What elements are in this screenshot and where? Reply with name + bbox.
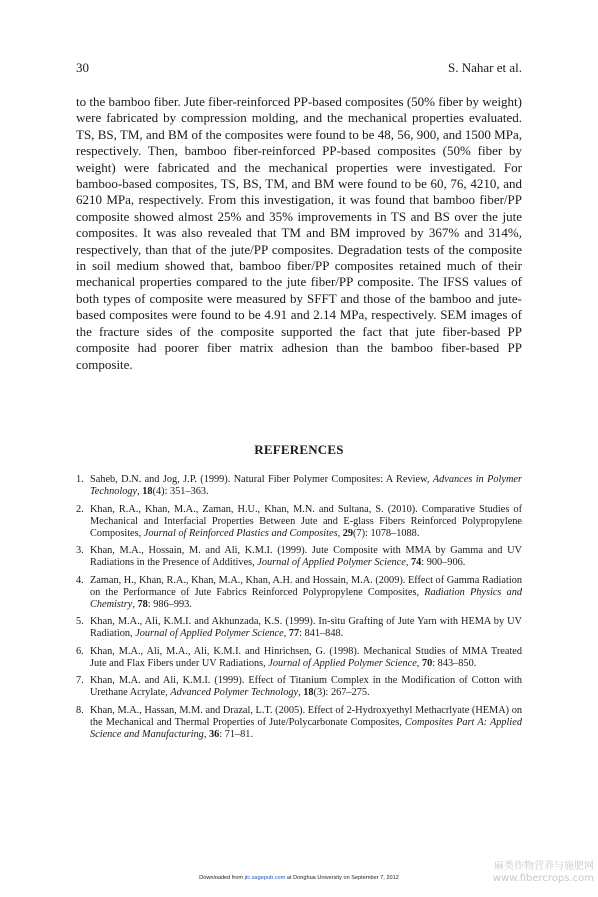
reference-number: 7. (76, 675, 84, 686)
reference-journal: Advances in Polymer Technology (90, 474, 522, 497)
reference-item (76, 575, 522, 611)
reference-volume: 18 (303, 687, 314, 698)
reference-authors: Saheb, D.N. and Jog, J.P. (1999). Natural Fiber Polymer Composites: A Review, (90, 474, 433, 485)
reference-volume: 70 (421, 657, 433, 669)
reference-journal: Journal of Applied Polymer Science (268, 657, 417, 669)
reference-number: 4. (76, 574, 84, 586)
reference-item (76, 646, 522, 670)
reference-item (76, 545, 522, 569)
footer-link[interactable]: jtc.sagepub.com (244, 875, 286, 881)
reference-separator: , (283, 628, 289, 639)
reference-journal: Journal of Applied Polymer Science (257, 557, 406, 568)
reference-item (76, 705, 522, 741)
reference-separator: , (132, 598, 138, 610)
reference-volume: 29 (342, 527, 354, 539)
reference-pages: : 841–848. (299, 628, 344, 639)
reference-item (76, 474, 522, 498)
page-number: 30 (76, 60, 89, 75)
reference-number: 1. (76, 474, 84, 485)
reference-volume: 18 (142, 486, 153, 497)
reference-journal: Journal of Reinforced Plastics and Composites (143, 527, 338, 539)
reference-journal: Radiation Physics and Chemistry (90, 586, 522, 610)
reference-separator: , (416, 657, 422, 669)
reference-volume: 74 (410, 557, 422, 568)
reference-pages: : 843–850. (432, 657, 477, 669)
reference-list (76, 474, 522, 746)
reference-pages: : 900–906. (421, 557, 466, 568)
reference-authors: Khan, M.A., Hossain, M. and Ali, K.M.I. (1999). Jute Composite with MMA by Gamma and UV Radiations in the Presence of Additives, (90, 545, 522, 568)
footer-prefix: Downloaded from (199, 875, 245, 881)
reference-authors: Zaman, H., Khan, R.A., Khan, M.A., Khan, A.H. and Hossain, M.A. (2009). Effect of Gamma Radiation on the Performance of Jute Fabrics Reinforced Polypropylene Composites, (90, 574, 522, 598)
reference-volume: 36 (208, 728, 220, 740)
reference-separator: , (203, 728, 209, 740)
reference-authors: Khan, M.A., Hassan, M.M. and Drazal, L.T. (2005). Effect of 2-Hydroxyethyl Methacrlyate (HEMA) on the Mechanical and Thermal Properties of Jute/Polycarbonate Composites, (90, 704, 522, 728)
watermark-url: www.fibercrops.com (492, 873, 594, 884)
reference-separator: , (298, 687, 304, 698)
reference-item (76, 675, 522, 699)
reference-pages: (3): 267–275. (313, 687, 370, 698)
running-header (76, 60, 522, 76)
reference-number: 2. (76, 503, 84, 515)
reference-pages: : 986–993. (147, 598, 192, 610)
reference-authors: Khan, M.A., Ali, M.A., Ali, K.M.I. and Hinrichsen, G. (1998). Mechanical Studies of MMA Treated Jute and Flax Fibers under UV Radiations, (90, 645, 522, 669)
reference-separator: , (337, 527, 343, 539)
watermark-title: 麻类作物营养与施肥网 (494, 861, 594, 872)
reference-separator: , (405, 557, 411, 568)
references-heading: REFERENCES (254, 442, 344, 457)
reference-separator: , (137, 486, 143, 497)
reference-journal: Composites Part A: Applied Science and Manufacturing (90, 716, 522, 740)
reference-volume: 78 (137, 598, 148, 610)
body-paragraph: to the bamboo fiber. Jute fiber-reinforced PP-based composites (50% fiber by weight) were fabricated by compression molding, and the mechanical properties evaluated. TS, BS, TM, and BM of the composites were found to be 48, 56, 900, and 1500 MPa, respectively. Then, bamboo fiber-reinforced PP-based composites (50% fiber by weight) were fabricated and the mechanical properties were investigated. For bamboo-based composites, TS, BS, TM, and BM were found to be 60, 76, 4210, and 6210 MPa, respectively. From this investigation, it was found that bamboo fiber/PP composite showed almost 25% and 35% improvements in TS and BS over the jute composites. It was also revealed that TM and BM improved by 367% and 314%, respectively, than that of the jute/PP composites. Degradation tests of the composite in soil medium showed that, bamboo fiber/PP composites retained much of their mechanical properties compared to the jute fiber/PP composite. The IFSS values of both types of composite were measured by SFFT and those of the bamboo and jute-based composites were found to be 4.91 and 2.14 MPa, respectively. SEM images of the fracture sides of the composite supported the fact that jute fiber-based PP composite had poorer fiber matrix adhesion than the bamboo fiber-based PP composite. (76, 94, 522, 372)
reference-number: 8. (76, 704, 84, 716)
reference-journal: Journal of Applied Polymer Science (135, 628, 284, 639)
running-author: S. Nahar et al. (447, 60, 522, 75)
reference-pages: (4): 351–363. (152, 486, 209, 497)
reference-item (76, 616, 522, 640)
reference-number: 6. (76, 645, 84, 657)
reference-number: 3. (76, 545, 84, 556)
reference-authors: Khan, M.A., Ali, K.M.I. and Akhunzada, K.S. (1999). In-situ Grafting of Jute Yarn with HEMA by UV Radiation, (90, 616, 522, 639)
reference-authors: Khan, M.A. and Ali, K.M.I. (1999). Effect of Titanium Complex in the Modification of Cotton with Urethane Acrylate, (90, 675, 522, 698)
reference-authors: Khan, R.A., Khan, M.A., Zaman, H.U., Khan, M.N. and Sultana, S. (2010). Comparative Studies of Mechanical and Interfacial Properties Between Jute and E-glass Fibers Reinforced Polypropylene Composites, (90, 503, 522, 539)
reference-pages: : 71–81. (219, 728, 254, 740)
reference-item (76, 504, 522, 540)
site-watermark (493, 861, 594, 885)
reference-number: 5. (76, 616, 84, 627)
reference-pages: (7): 1078–1088. (353, 527, 420, 539)
reference-volume: 77 (288, 628, 300, 639)
reference-journal: Advanced Polymer Technology (170, 687, 299, 698)
footer-suffix: at Donghua University on September 7, 2012 (285, 875, 399, 881)
